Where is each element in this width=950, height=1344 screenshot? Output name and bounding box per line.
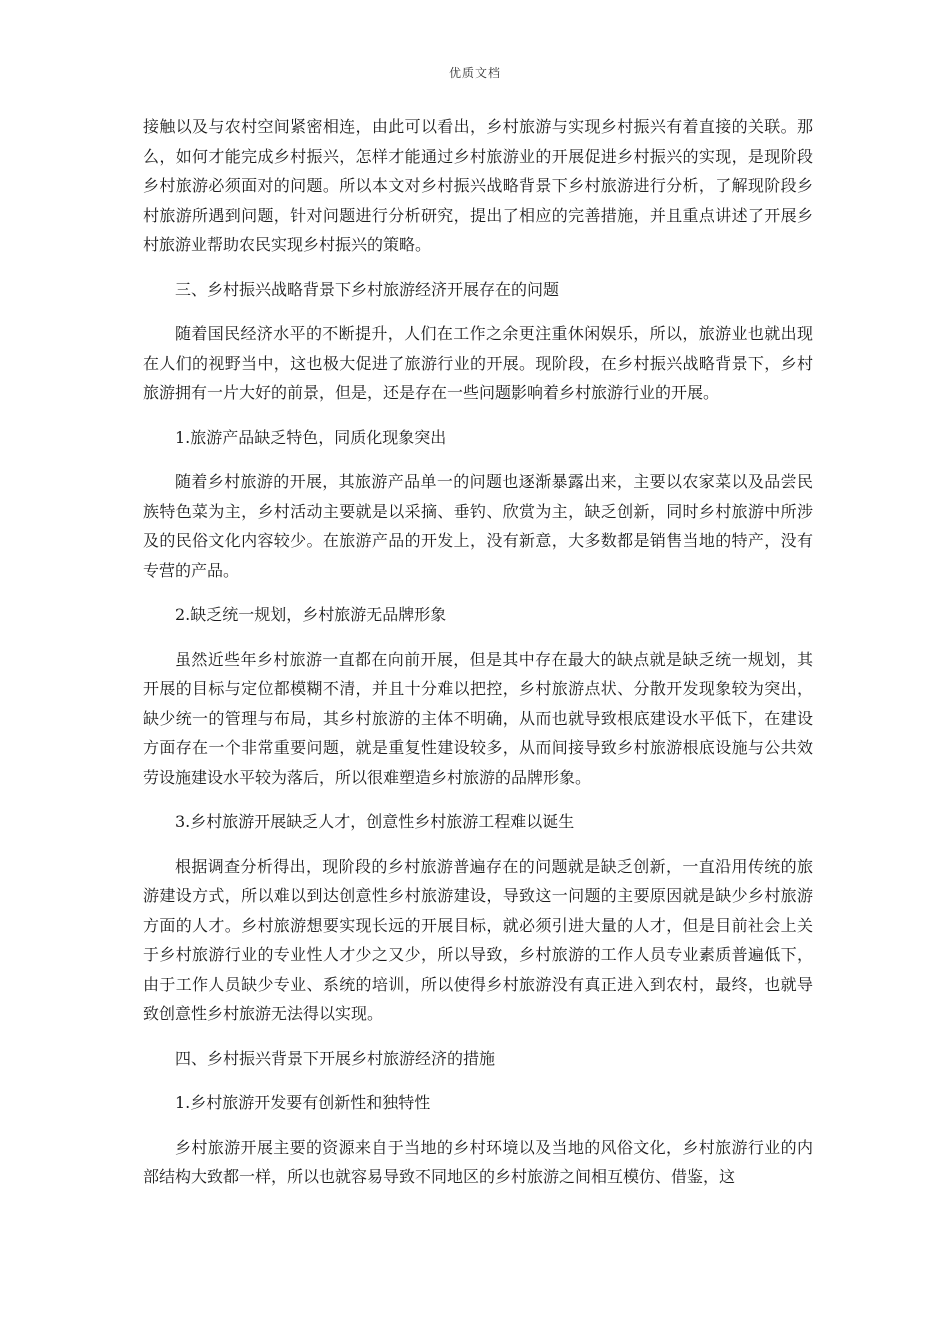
paragraph: 根据调查分析得出，现阶段的乡村旅游普遍存在的问题就是缺乏创新，一直沿用传统的旅游建设方式，所以难以到达创意性乡村旅游建设，导致这一问题的主要原因就是缺少乡村旅游方面的人才。乡村旅游想要实现长远的开展目标，就必须引进大量的人才，但是目前社会上关于乡村旅游行业的专业性人才少之又少，所以导致，乡村旅游的工作人员专业素质普遍低下，由于工作人员缺少专业、系统的培训，所以使得乡村旅游没有真正进入到农村，最终，也就导致创意性乡村旅游无法得以实现。 bbox=[143, 856, 813, 1023]
subsection-heading: 1.乡村旅游开发要有创新性和独特性 bbox=[175, 1093, 431, 1112]
paragraph: 乡村旅游开展主要的资源来自于当地的乡村环境以及当地的风俗文化，乡村旅游行业的内部结构大致都一样，所以也就容易导致不同地区的乡村旅游之间相互模仿、借鉴，这 bbox=[143, 1137, 813, 1186]
paragraph: 随着乡村旅游的开展，其旅游产品单一的问题也逐渐暴露出来，主要以农家菜以及品尝民族特色菜为主，乡村活动主要就是以采摘、垂钓、欣赏为主，缺乏创新，同时乡村旅游中所涉及的民俗文化内容较少。在旅游产品的开发上，没有新意，大多数都是销售当地的特产，没有专营的产品。 bbox=[143, 472, 813, 580]
paragraph: 随着国民经济水平的不断提升，人们在工作之余更注重休闲娱乐，所以，旅游业也就出现在人们的视野当中，这也极大促进了旅游行业的开展。现阶段，在乡村振兴战略背景下，乡村旅游拥有一片大好的前景，但是，还是存在一些问题影响着乡村旅游行业的开展。 bbox=[143, 324, 813, 402]
subsection-heading: 2.缺乏统一规划，乡村旅游无品牌形象 bbox=[175, 605, 447, 624]
section-heading: 三、乡村振兴战略背景下乡村旅游经济开展存在的问题 bbox=[175, 279, 560, 299]
page-header: 优质文档 bbox=[448, 66, 501, 80]
paragraph: 接触以及与农村空间紧密相连，由此可以看出，乡村旅游与实现乡村振兴有着直接的关联。那么，如何才能完成乡村振兴，怎样才能通过乡村旅游业的开展促进乡村振兴的实现，是现阶段乡村旅游必须面对的问题。所以本文对乡村振兴战略背景下乡村旅游进行分析，了解现阶段乡村旅游所遇到问题，针对问题进行分析研究，提出了相应的完善措施，并且重点讲述了开展乡村旅游业帮助农民实现乡村振兴的策略。 bbox=[143, 117, 813, 254]
subsection-heading: 1.旅游产品缺乏特色，同质化现象突出 bbox=[175, 427, 447, 447]
subsection-heading: 3.乡村旅游开展缺乏人才，创意性乡村旅游工程难以诞生 bbox=[175, 812, 575, 831]
paragraph: 虽然近些年乡村旅游一直都在向前开展，但是其中存在最大的缺点就是缺乏统一规划，其开展的目标与定位都模糊不清，并且十分难以把控，乡村旅游点状、分散开发现象较为突出，缺少统一的管理与布局，其乡村旅游的主体不明确，从而也就导致根底建设水平低下，在建设方面存在一个非常重要问题，就是重复性建设较多，从而间接导致乡村旅游根底设施与公共效劳设施建设水平较为落后，所以很难塑造乡村旅游的品牌形象。 bbox=[143, 649, 813, 787]
document-body bbox=[143, 112, 813, 1207]
section-heading: 四、乡村振兴背景下开展乡村旅游经济的措施 bbox=[175, 1048, 496, 1068]
